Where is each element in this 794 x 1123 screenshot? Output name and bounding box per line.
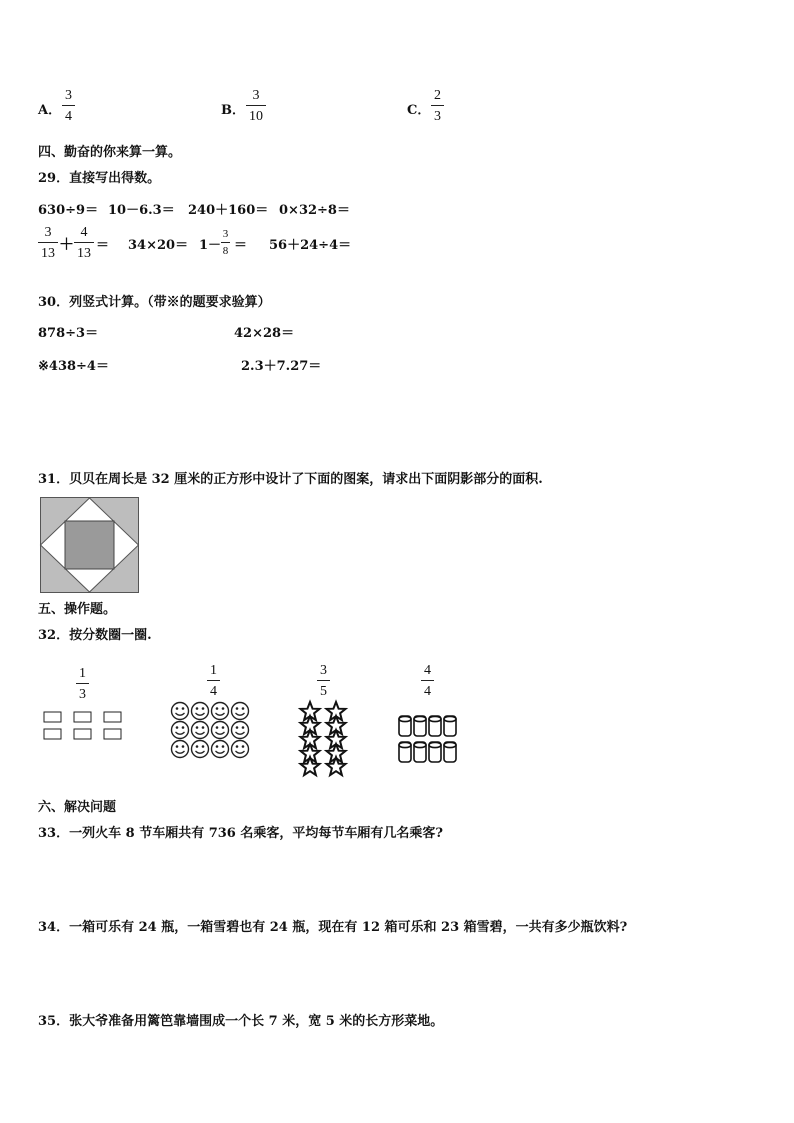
q30-item-2: 42×28＝	[234, 326, 295, 341]
denominator: 3	[434, 109, 441, 124]
cylinder-icon	[429, 716, 441, 736]
numerator: 3	[44, 225, 52, 240]
section-5-heading: 五、操作题。	[38, 602, 117, 617]
smiley-icon	[192, 703, 209, 720]
cylinder-icon	[399, 716, 411, 736]
q32-fraction-1-3	[76, 665, 89, 703]
q31-square-pattern-figure	[40, 497, 140, 593]
star-icon	[327, 757, 346, 775]
denominator: 13	[77, 246, 91, 261]
q32-fraction-4-4	[421, 662, 434, 700]
option-c-letter: C．	[407, 103, 431, 118]
numerator: 1	[210, 663, 217, 678]
denominator: 4	[424, 684, 431, 699]
cylinder-icon	[414, 742, 426, 762]
rectangle-icon	[44, 712, 61, 722]
q29-fraction-4-13	[74, 224, 94, 262]
smiley-icon	[172, 741, 189, 758]
smiley-icon	[232, 722, 249, 739]
q29-expr-7-prefix: 1－	[199, 238, 222, 253]
q32-fraction-1-4	[207, 662, 220, 700]
smiley-icon	[212, 741, 229, 758]
q29-expr-1: 630÷9＝	[38, 203, 99, 218]
plus-sign: ＋	[59, 235, 75, 253]
smiley-icon	[212, 703, 229, 720]
q29-expr-2: 10－6.3＝	[108, 203, 175, 218]
numerator: 3	[65, 88, 72, 103]
q29-expr-4: 0×32÷8＝	[279, 203, 350, 218]
denominator: 4	[65, 109, 72, 124]
q30-item-4: 2.3＋7.27＝	[241, 359, 322, 374]
numerator: 4	[80, 225, 88, 240]
numerator: 4	[424, 663, 431, 678]
q29-expr-3: 240＋160＝	[188, 203, 269, 218]
q29-title: 29．直接写出得数。	[38, 171, 161, 186]
smiley-icon	[212, 722, 229, 739]
smiley-icon	[232, 703, 249, 720]
q32-fraction-3-5	[317, 662, 330, 700]
star-icon	[301, 757, 320, 775]
denominator: 10	[249, 109, 263, 124]
denominator: 13	[41, 246, 55, 261]
rectangle-icon	[104, 729, 121, 739]
numerator: 1	[79, 666, 86, 681]
q29-fraction-3-8	[221, 228, 230, 258]
cylinder-icon	[429, 742, 441, 762]
option-a-fraction	[62, 87, 75, 125]
q30-item-3: ※438÷4＝	[38, 359, 109, 374]
cylinder-icon	[444, 716, 456, 736]
smiley-icon	[232, 741, 249, 758]
numerator: 3	[320, 663, 327, 678]
option-a-letter: A．	[38, 103, 62, 118]
section-6-heading: 六、解决问题	[38, 800, 117, 815]
section-4-heading: 四、勤奋的你来算一算。	[38, 145, 182, 160]
denominator: 5	[320, 684, 327, 699]
smiley-icon	[172, 703, 189, 720]
denominator: 4	[210, 684, 217, 699]
q32-title: 32．按分数圈一圈.	[38, 628, 152, 643]
rectangle-icon	[74, 729, 91, 739]
q34-text: 34．一箱可乐有 24 瓶，一箱雪碧也有 24 瓶，现在有 12 箱可乐和 23 箱雪碧，一共有多少瓶饮料?	[38, 920, 628, 935]
q32-smileys-group	[170, 701, 252, 761]
q29-expr-7-suffix: ＝	[234, 238, 248, 253]
option-b-fraction	[246, 87, 266, 125]
q32-rectangles-group	[43, 711, 123, 741]
q32-stars-group	[297, 701, 351, 775]
rectangle-icon	[104, 712, 121, 722]
numerator: 3	[252, 88, 260, 103]
q30-title: 30．列竖式计算。（带※的题要求验算）	[38, 295, 271, 310]
numerator: 3	[222, 228, 229, 240]
numerator: 2	[434, 88, 441, 103]
cylinder-icon	[399, 742, 411, 762]
rectangle-icon	[44, 729, 61, 739]
q29-equals: ＝	[96, 238, 110, 253]
q29-fraction-3-13	[38, 224, 58, 262]
smiley-icon	[192, 741, 209, 758]
cylinder-icon	[444, 742, 456, 762]
smiley-icon	[192, 722, 209, 739]
denominator: 3	[79, 687, 86, 702]
q29-expr-8: 56＋24÷4＝	[269, 238, 352, 253]
q31-title: 31．贝贝在周长是 32 厘米的正方形中设计了下面的图案，请求出下面阴影部分的面积.	[38, 472, 543, 487]
q29-expr-6: 34×20＝	[128, 238, 189, 253]
q32-cylinders-group	[397, 714, 461, 766]
denominator: 8	[222, 245, 229, 257]
rectangle-icon	[74, 712, 91, 722]
q33-text: 33．一列火车 8 节车厢共有 736 名乘客，平均每节车厢有几名乘客?	[38, 826, 443, 841]
option-b-letter: B．	[221, 103, 245, 118]
q30-item-1: 878÷3＝	[38, 326, 99, 341]
q35-text: 35．张大爷准备用篱笆靠墙围成一个长 7 米，宽 5 米的长方形菜地。	[38, 1014, 444, 1029]
option-c-fraction	[431, 87, 444, 125]
cylinder-icon	[414, 716, 426, 736]
smiley-icon	[172, 722, 189, 739]
